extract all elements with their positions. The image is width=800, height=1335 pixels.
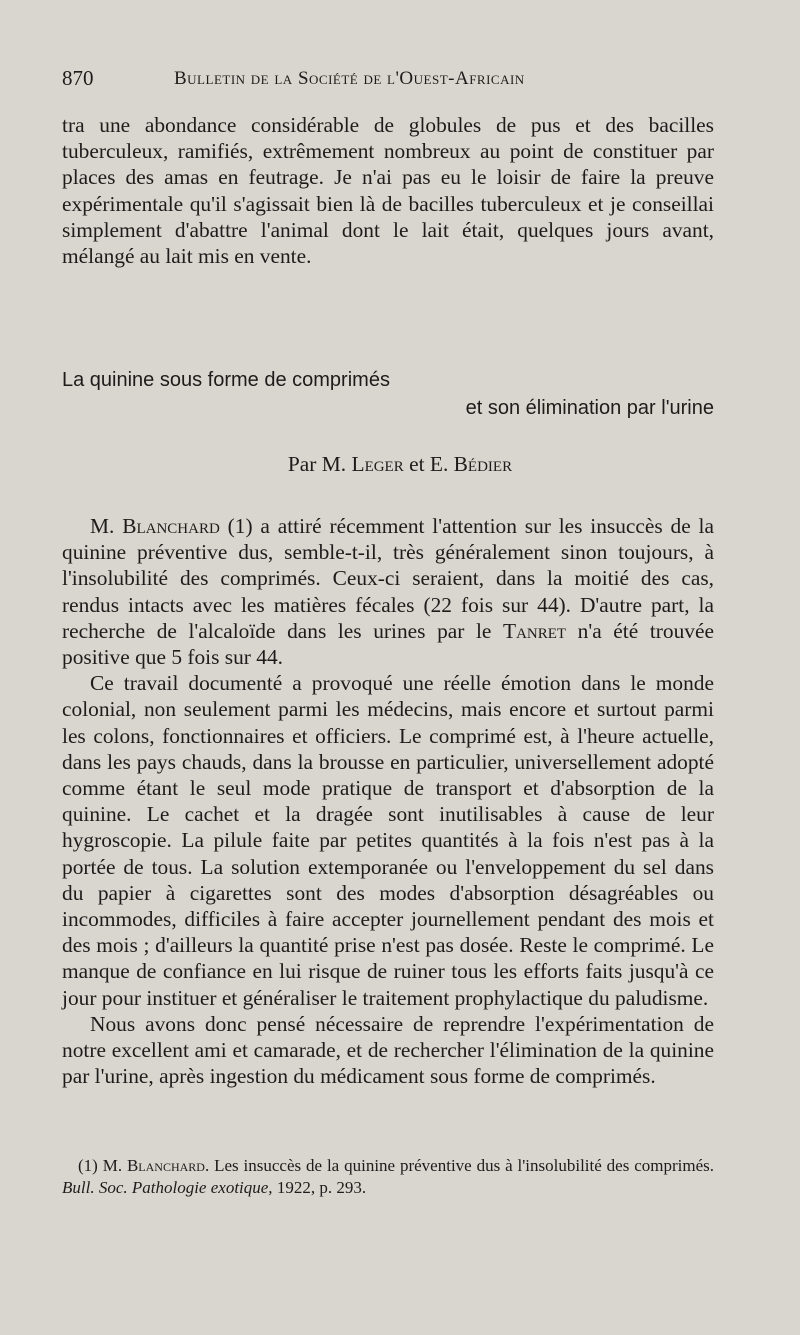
paragraph-lead: M. — [90, 514, 115, 538]
paragraph — [62, 513, 714, 670]
running-title: Bulletin de la Société de l'Ouest-Africain — [174, 68, 525, 89]
paragraph-text: (1) a attiré récemment l'attention sur les insuccès de la quinine préventive dus, semble-t-il, très généralement sinon toujours, à l'insolubilité des comprimés. Ceux-ci seraient, dans la moitié des cas, rendus intacts avec les matières fécales (22 fois sur 44). D'autre part, la recherche de l'alcaloïde dans les urines par le — [62, 514, 714, 643]
byline-conjunction: et E. — [409, 452, 449, 476]
cited-author: Blanchard — [122, 514, 220, 538]
paragraph: Nous avons donc pensé nécessaire de reprendre l'expérimentation de notre excellent ami et camarade, et de rechercher l'élimination de la quinine par l'urine, après ingestion du médicament sous forme de comprimés. — [62, 1011, 714, 1089]
footnote-author: Blanchard. — [126, 1156, 210, 1175]
author-name: Leger — [351, 452, 404, 476]
paragraph-text: n'a été trouvée positive que 5 fois sur 44. — [62, 618, 714, 670]
author-name: Bédier — [453, 452, 513, 476]
footnote-citation: 1922, p. 293. — [276, 1177, 367, 1197]
footnote-marker: (1) M. — [78, 1156, 123, 1175]
footnote-journal: Bull. Soc. Pathologie exotique, — [62, 1177, 273, 1197]
footnote-text — [62, 1155, 714, 1198]
paragraph: Ce travail documenté a provoqué une réelle émotion dans le monde colonial, non seulement parmi les médecins, mais encore et surtout parmi les colons, fonctionnaires et officiers. Le comprimé est, à l'heure actuelle, dans les pays chauds, dans la brousse en particulier, universellement adopté comme étant le seul mode pratique de transport et d'absorption de la quinine. Le cachet et la dragée sont inutilisables à cause de leur hygroscopie. La pilule faite par petites quantités à la fois n'est pas à la portée de tous. La solution extemporanée ou l'enveloppement du sel dans du papier à cigarettes sont des modes d'absorption désagréables ou incommodes, difficiles à faire accepter journellement pendant des mois et des mois ; d'ailleurs la quantité prise n'est pas dosée. Reste le comprimé. Le manque de confiance en lui risque de ruiner tous les efforts faits jusqu'à ce jour pour instituer et généraliser le traitement prophylactique du paludisme. — [62, 671, 714, 1010]
page-header — [62, 66, 760, 96]
article-title — [62, 366, 714, 422]
byline — [0, 452, 800, 477]
byline-prefix: Par M. — [287, 452, 347, 476]
page-number: 870 — [62, 66, 94, 90]
continuation-paragraph: tra une abondance considérable de globules de pus et des bacilles tuberculeux, ramifiés, extrêmement nombreux au point de constituer par places des amas en feutrage. Je n'ai pas eu le loisir de faire la preuve expérimentale qu'il s'agissait bien là de bacilles tuberculeux et je conseillai simplement d'abattre l'animal dont le lait était, quelques jours avant, mélangé au lait mis en vente. — [62, 113, 714, 269]
article-title-line-2: et son élimination par l'urine — [465, 397, 714, 419]
article-title-line-1: La quinine sous forme de comprimés — [62, 369, 390, 391]
article-body — [62, 513, 714, 1089]
footnote-title: Les insuccès de la quinine préventive dus à l'insolubilité des comprimés. — [214, 1156, 715, 1175]
reagent-name: Tanret — [503, 618, 567, 643]
footnote — [62, 1155, 714, 1198]
